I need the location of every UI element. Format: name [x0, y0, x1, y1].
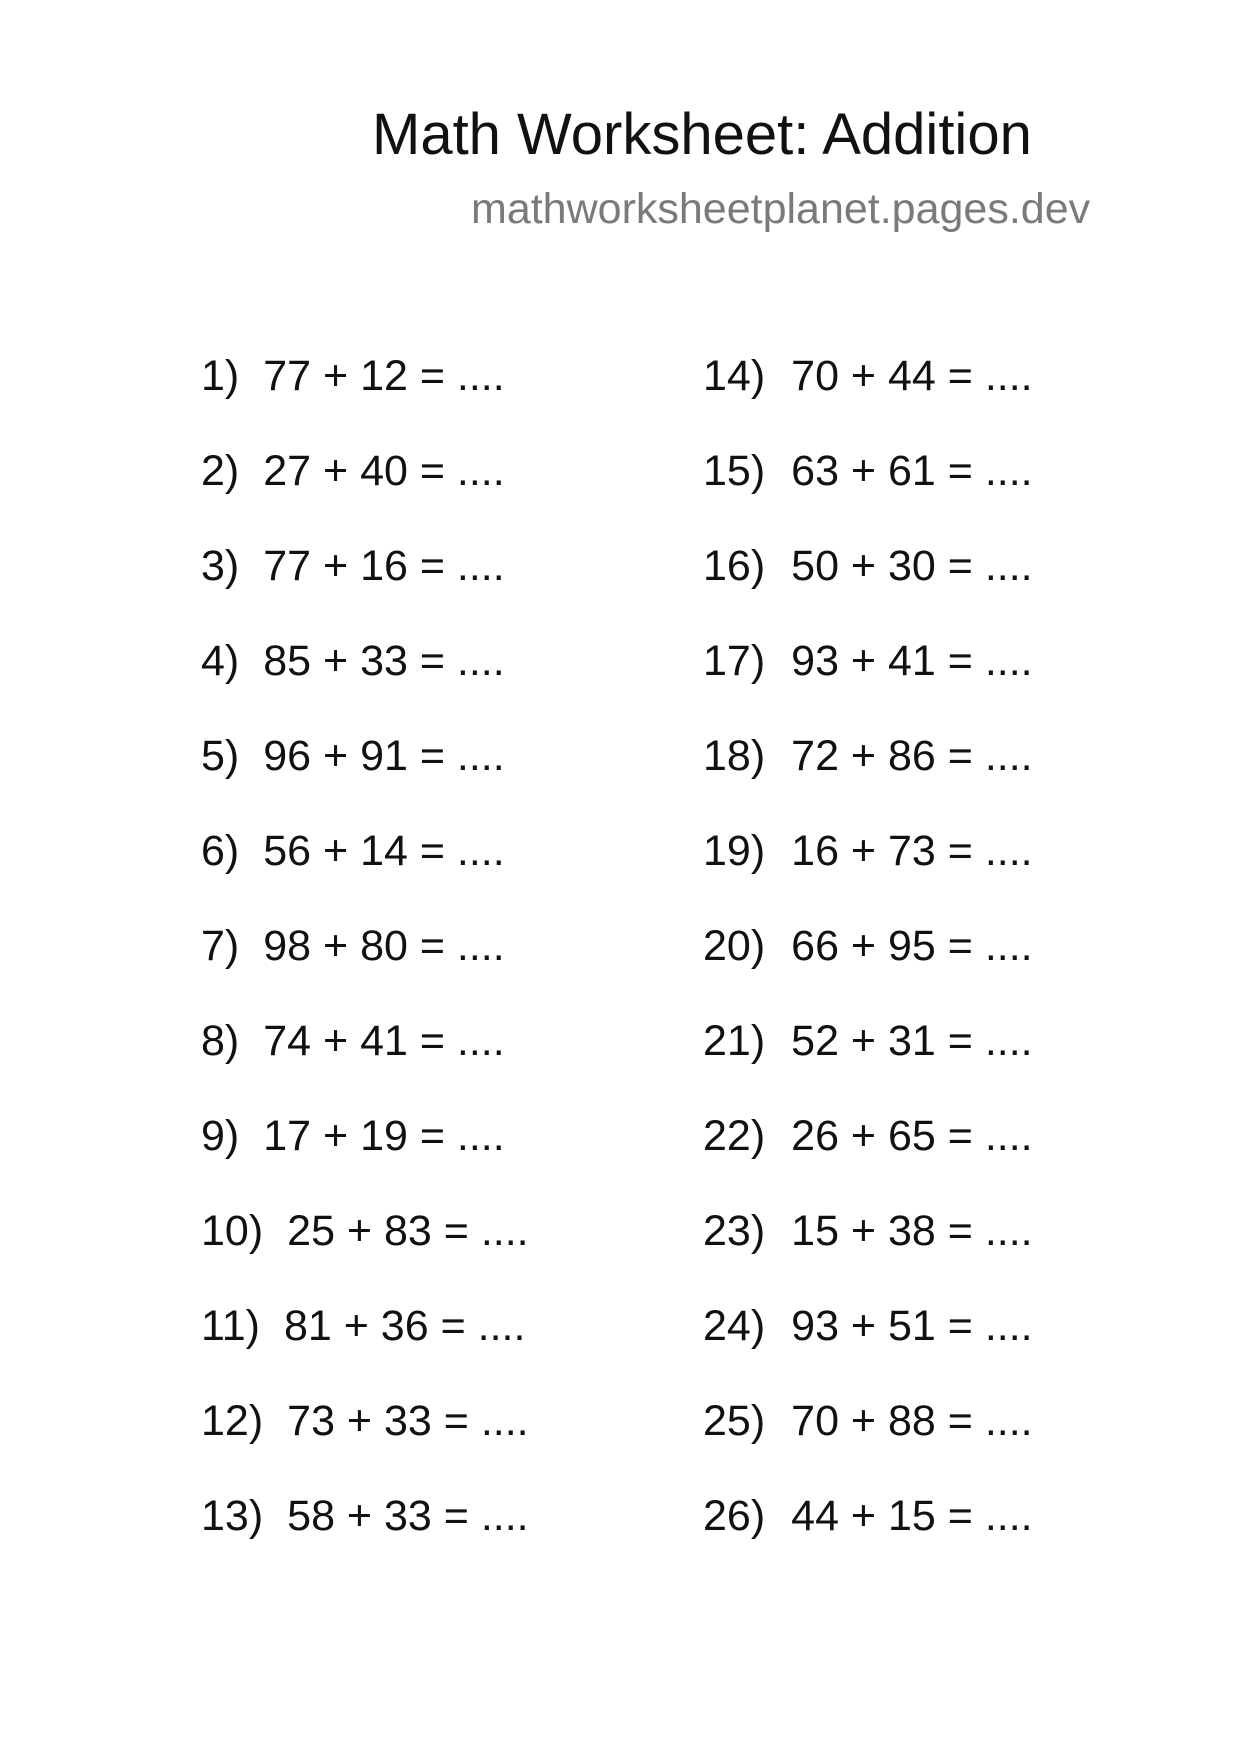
- problem-expression: 73 + 33 = ....: [287, 1397, 529, 1445]
- problem-number: 5): [201, 732, 240, 780]
- problem-expression: 66 + 95 = ....: [791, 922, 1033, 970]
- problem-expression: 17 + 19 = ....: [263, 1112, 505, 1160]
- left-problem-column: [201, 350, 529, 1585]
- problem-item: [201, 1110, 529, 1205]
- problem-item: [201, 730, 529, 825]
- problem-expression: 63 + 61 = ....: [791, 447, 1033, 495]
- problem-item: [703, 920, 1033, 1015]
- problem-expression: 81 + 36 = ....: [283, 1302, 526, 1350]
- problem-item: [201, 1490, 529, 1585]
- problem-item: [703, 445, 1033, 540]
- worksheet-title: Math Worksheet: Addition: [372, 102, 1032, 167]
- problem-item: [703, 1395, 1033, 1490]
- problem-expression: 16 + 73 = ....: [791, 827, 1033, 875]
- problem-item: [201, 1395, 529, 1490]
- problem-number: 1): [201, 352, 240, 400]
- problem-expression: 93 + 41 = ....: [791, 637, 1033, 685]
- problem-number: 24): [703, 1302, 766, 1350]
- problem-item: [201, 920, 529, 1015]
- problem-expression: 98 + 80 = ....: [263, 922, 505, 970]
- problem-item: [703, 350, 1033, 445]
- problem-expression: 25 + 83 = ....: [287, 1207, 529, 1255]
- problem-expression: 70 + 88 = ....: [791, 1397, 1033, 1445]
- right-problem-column: [703, 350, 1033, 1585]
- problem-number: 3): [201, 542, 240, 590]
- problem-expression: 93 + 51 = ....: [791, 1302, 1033, 1350]
- problem-number: 12): [201, 1397, 264, 1445]
- problem-item: [201, 445, 529, 540]
- problem-expression: 77 + 12 = ....: [263, 352, 505, 400]
- problem-number: 25): [703, 1397, 766, 1445]
- problem-number: 22): [703, 1112, 766, 1160]
- problem-number: 11): [201, 1302, 260, 1350]
- problem-item: [201, 1300, 529, 1395]
- problem-item: [201, 1015, 529, 1110]
- problem-item: [201, 540, 529, 635]
- problem-item: [703, 635, 1033, 730]
- problem-expression: 15 + 38 = ....: [791, 1207, 1033, 1255]
- problem-item: [703, 1490, 1033, 1585]
- problem-number: 7): [201, 922, 240, 970]
- problem-expression: 27 + 40 = ....: [263, 447, 505, 495]
- problem-number: 9): [201, 1112, 240, 1160]
- problem-expression: 58 + 33 = ....: [287, 1492, 529, 1540]
- problem-expression: 52 + 31 = ....: [791, 1017, 1033, 1065]
- problem-number: 2): [201, 447, 240, 495]
- problem-number: 17): [703, 637, 766, 685]
- problem-expression: 44 + 15 = ....: [791, 1492, 1033, 1540]
- problem-item: [703, 1300, 1033, 1395]
- problem-expression: 50 + 30 = ....: [791, 542, 1033, 590]
- problem-item: [201, 1205, 529, 1300]
- problem-number: 20): [703, 922, 766, 970]
- problem-number: 16): [703, 542, 766, 590]
- problem-expression: 26 + 65 = ....: [791, 1112, 1033, 1160]
- problem-number: 14): [703, 352, 766, 400]
- problem-expression: 56 + 14 = ....: [263, 827, 505, 875]
- problem-expression: 96 + 91 = ....: [263, 732, 505, 780]
- problem-item: [201, 825, 529, 920]
- problem-expression: 85 + 33 = ....: [263, 637, 505, 685]
- problem-item: [703, 1205, 1033, 1300]
- problem-number: 4): [201, 637, 240, 685]
- problem-number: 26): [703, 1492, 766, 1540]
- site-url: mathworksheetplanet.pages.dev: [471, 185, 1091, 233]
- problem-expression: 74 + 41 = ....: [263, 1017, 505, 1065]
- problem-item: [201, 350, 529, 445]
- problem-item: [703, 1110, 1033, 1205]
- problem-number: 10): [201, 1207, 264, 1255]
- problem-expression: 70 + 44 = ....: [791, 352, 1033, 400]
- problem-item: [703, 730, 1033, 825]
- problem-number: 18): [703, 732, 766, 780]
- problem-number: 8): [201, 1017, 240, 1065]
- problem-expression: 72 + 86 = ....: [791, 732, 1033, 780]
- problem-expression: 77 + 16 = ....: [263, 542, 505, 590]
- problem-number: 19): [703, 827, 766, 875]
- problem-number: 21): [703, 1017, 766, 1065]
- problem-item: [703, 540, 1033, 635]
- problem-item: [201, 635, 529, 730]
- problem-number: 6): [201, 827, 240, 875]
- problem-number: 23): [703, 1207, 766, 1255]
- problem-item: [703, 1015, 1033, 1110]
- problem-number: 13): [201, 1492, 264, 1540]
- problem-item: [703, 825, 1033, 920]
- problem-number: 15): [703, 447, 766, 495]
